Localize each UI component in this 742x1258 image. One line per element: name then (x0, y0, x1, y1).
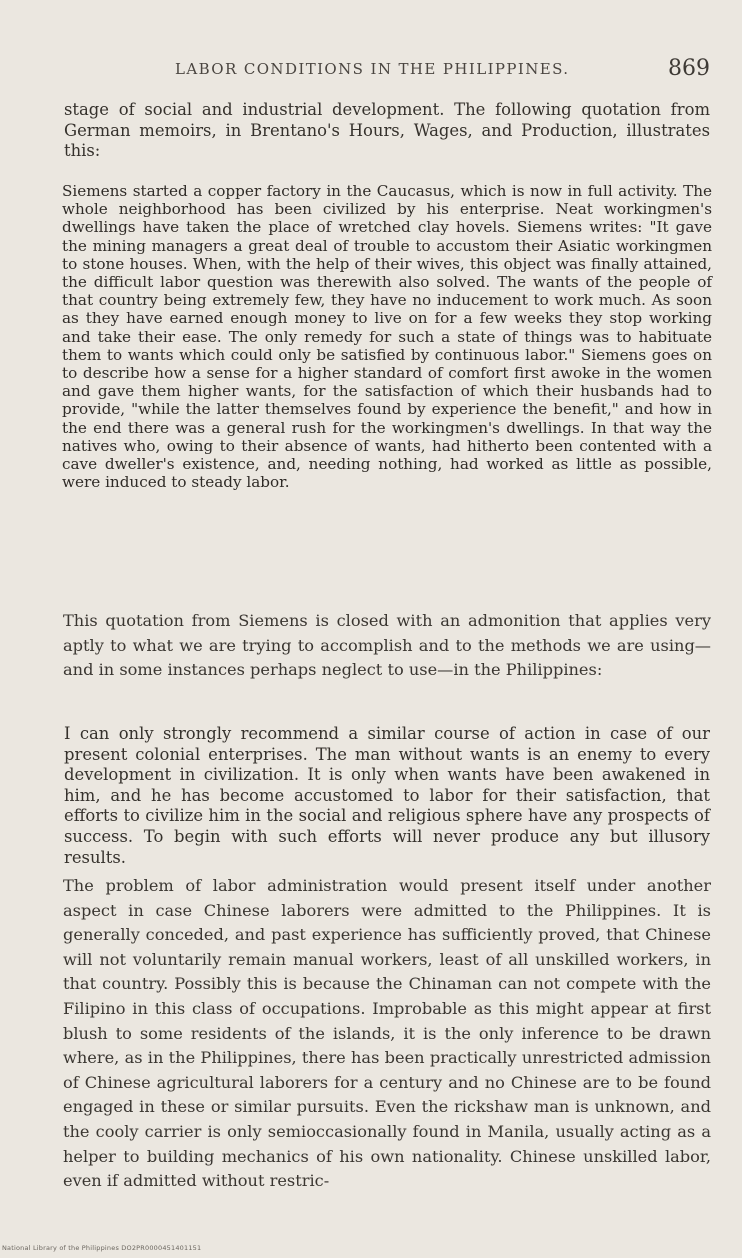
closing-paragraph: The problem of labor administration would present itself under another aspect in case Chinese laborers were admitted to the Philippines. It is generally conceded, and past experience has sufficiently proved, that Chinese will not voluntarily remain manual workers, least of all unskilled workers, in that country. Possibly this is because the Chinaman can not compete with the Filipino in this class of occupations. Improbable as this might appear at first blush to some residents of the islands, it is the only inference to be drawn where, as in the Philippines, there has been practically unrestricted admission of Chinese agricultural laborers for a century and no Chinese are to be found engaged in these or similar pursuits. Even the rickshaw man is unknown, and the cooly carrier is only semioccasionally found in Manila, usually acting as a helper to building mechanics of his own nationality. Chinese unskilled labor, even if admitted without restric- (63, 876, 711, 1191)
siemens-quote: Siemens started a copper factory in the Caucasus, which is now in full activity. The whole neighborhood has been civilized by his enterprise. Neat workingmen's dwellings have taken the place of wretched clay hovels. Siemens writes: "It gave the mining managers a great deal of trouble to accustom their Asiatic workingmen to stone houses. When, with the help of their wives, this object was finally attained, the difficult labor question was therewith also solved. The wants of the people of that country being extremely few, they have no inducement to work much. As soon as they have earned enough money to live on for a few weeks they stop working and take their ease. The only remedy for such a state of things was to habituate them to wants which could only be satisfied by continuous labor." Siemens goes on to describe how a sense for a higher standard of comfort first awoke in the women and gave them higher wants, for the satisfaction of which their husbands had to provide, "while the latter themselves found by experience the benefit," and how in the end there was a general rush for the workingmen's dwellings. In that way the natives who, owing to their absence of wants, had hitherto been contented with a cave dweller's existence, and, needing nothing, had worked as little as possible, were induced to steady labor. (62, 182, 712, 492)
page-number: 869 (668, 56, 710, 81)
scan-credit: National Library of the Philippines DO2PR0000451401151 (2, 1244, 202, 1252)
admonition-quote: I can only strongly recommend a similar course of action in case of our present colonial enterprises. The man without wants is an enemy to every development in civilization. It is only when wants have been awakened in him, and he has become accustomed to labor for their satisfaction, that efforts to civilize him in the social and religious sphere have any prospects of success. To begin with such efforts will never produce any but illusory results. (64, 724, 710, 867)
intro-paragraph: stage of social and industrial development. The following quotation from German memoirs, in Brentano's Hours, Wages, and Production, illustrates this: (64, 100, 710, 160)
transition-paragraph: This quotation from Siemens is closed with an admonition that applies very aptly to what we are trying to accomplish and to the methods we are using—and in some instances perhaps neglect to use—in the Philippines: (63, 611, 711, 680)
running-title: LABOR CONDITIONS IN THE PHILIPPINES. (175, 60, 570, 78)
